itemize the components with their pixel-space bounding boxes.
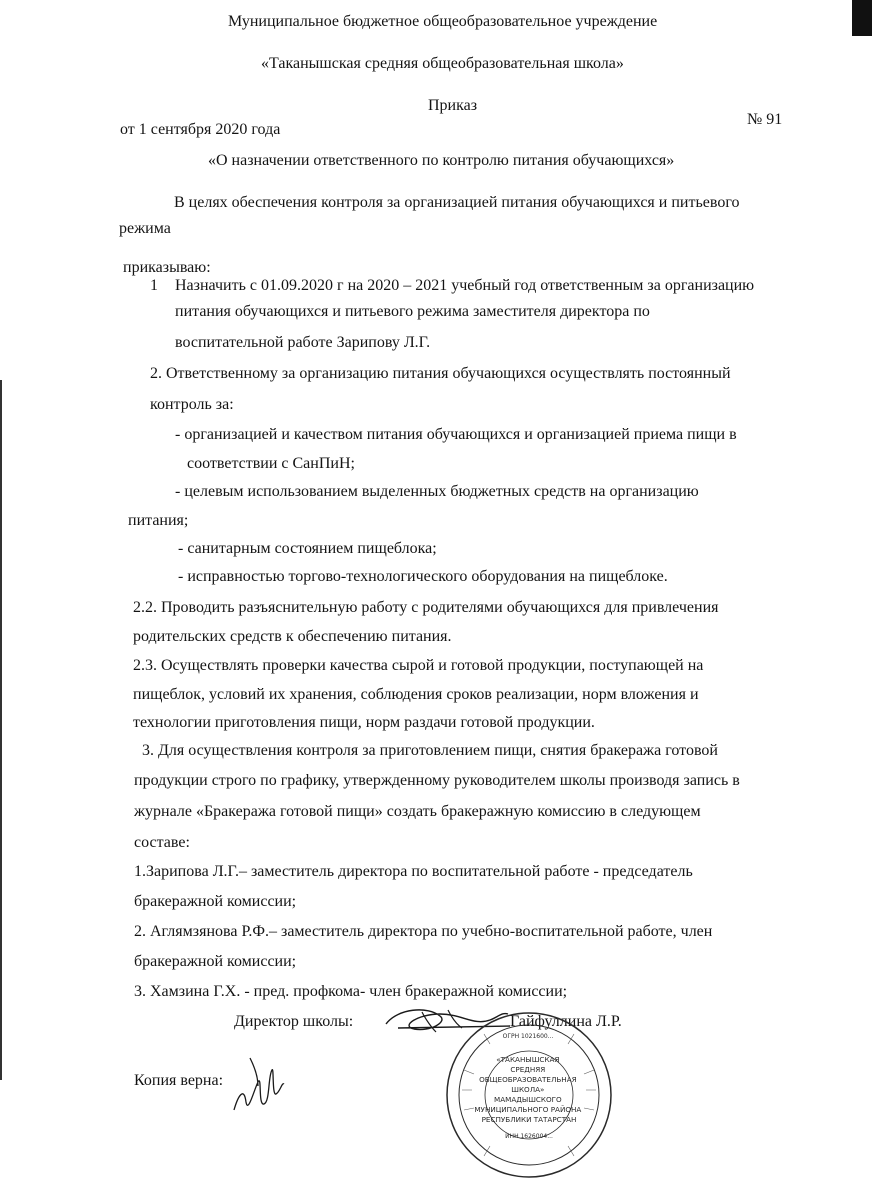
scan-edge-left [0,380,2,1080]
copy-signature [228,1046,288,1126]
item-3-line: продукции строго по графику, утвержденному руководителем школы производя запись в [134,772,740,789]
document-number: № 91 [747,111,783,128]
commission-member: бракеражной комиссии; [134,953,297,970]
item-number: 1 [150,277,158,294]
seal-line: СРЕДНЯЯ [510,1065,546,1074]
item-2-dash: - целевым использованием выделенных бюджетных средств на организацию [175,483,699,500]
seal-line: «ТАКАНЫШСКАЯ [496,1055,560,1064]
item-2-2-line: родительских средств к обеспечению питания. [133,628,452,645]
item-1-line: воспитательной работе Зарипову Л.Г. [175,334,431,351]
item-3-line: журнале «Бракеража готовой пищи» создать бракеражную комиссию в следующем [134,803,701,820]
document-title: «О назначении ответственного по контролю питания обучающихся» [208,152,675,169]
item-3-line: 3. Для осуществления контроля за приготовлением пищи, снятия бракеража готовой [142,742,718,759]
item-1-line: питания обучающихся и питьевого режима заместителя директора по [175,303,650,320]
director-label: Директор школы: [234,1013,354,1030]
item-2-3-line: пищеблок, условий их хранения, соблюдения сроков реализации, норм вложения и [133,686,699,703]
svg-text:«ТАКАНЫШСКАЯ СРЕДНЯЯ О [474,1055,583,1124]
item-2-line: контроль за: [150,396,234,413]
preamble-line: режима [119,220,171,237]
item-2-3-line: технологии приготовления пищи, норм раздачи готовой продукции. [133,714,595,731]
seal-line: МУНИЦИПАЛЬНОГО РАЙОНА [474,1105,582,1114]
item-2-dash: питания; [128,512,189,529]
preamble-line: В целях обеспечения контроля за организацией питания обучающихся и питьевого [174,194,740,211]
item-2-2-line: 2.2. Проводить разъяснительную работу с родителями обучающихся для привлечения [133,599,719,616]
item-3-line: составе: [134,834,190,851]
seal-line: ШКОЛА» [511,1085,545,1094]
commission-member: 1.Зарипова Л.Г.– заместитель директора по воспитательной работе - председатель [134,863,693,880]
item-2-dash: - организацией и качеством питания обучающихся и организацией приема пищи в [175,426,737,443]
order-word: приказываю: [123,259,211,276]
school-name: «Таканышская средняя общеобразовательная школа» [261,55,624,72]
school-seal [444,1010,614,1180]
commission-member: 2. Аглямзянова Р.Ф.– заместитель директора по учебно-воспитательной работе, член [134,923,713,940]
item-2-dash: - санитарным состоянием пищеблока; [178,540,437,557]
item-2-dash: соответствии с СанПиН; [187,455,355,472]
seal-inn: ИНН 1626004... [505,1133,553,1140]
item-1-line: Назначить с 01.09.2020 г на 2020 – 2021 учебный год ответственным за организацию [175,277,755,294]
seal-ogrn: ОГРН 1021600... [502,1033,554,1040]
seal-line: ОБЩЕОБРАЗОВАТЕЛЬНАЯ [479,1075,577,1084]
seal-line: РЕСПУБЛИКИ ТАТАРСТАН [481,1115,577,1124]
item-2-3-line: 2.3. Осуществлять проверки качества сырой и готовой продукции, поступающей на [133,657,704,674]
item-2-line: 2. Ответственному за организацию питания обучающихся осуществлять постоянный [150,365,731,382]
document-date: от 1 сентября 2020 года [120,121,281,138]
organization-name: Муниципальное бюджетное общеобразовательное учреждение [228,13,658,30]
copy-certified-label: Копия верна: [134,1072,224,1089]
seal-line: МАМАДЫШСКОГО [494,1095,562,1104]
director-name: Гайфуллина Л.Р. [510,1013,622,1030]
scan-edge-right [852,0,872,36]
item-2-dash: - исправностью торгово-технологического оборудования на пищеблоке. [178,568,668,585]
commission-member: 3. Хамзина Г.Х. - пред. профкома- член бракеражной комиссии; [134,983,568,1000]
commission-member: бракеражной комиссии; [134,893,297,910]
document-type: Приказ [428,97,478,114]
